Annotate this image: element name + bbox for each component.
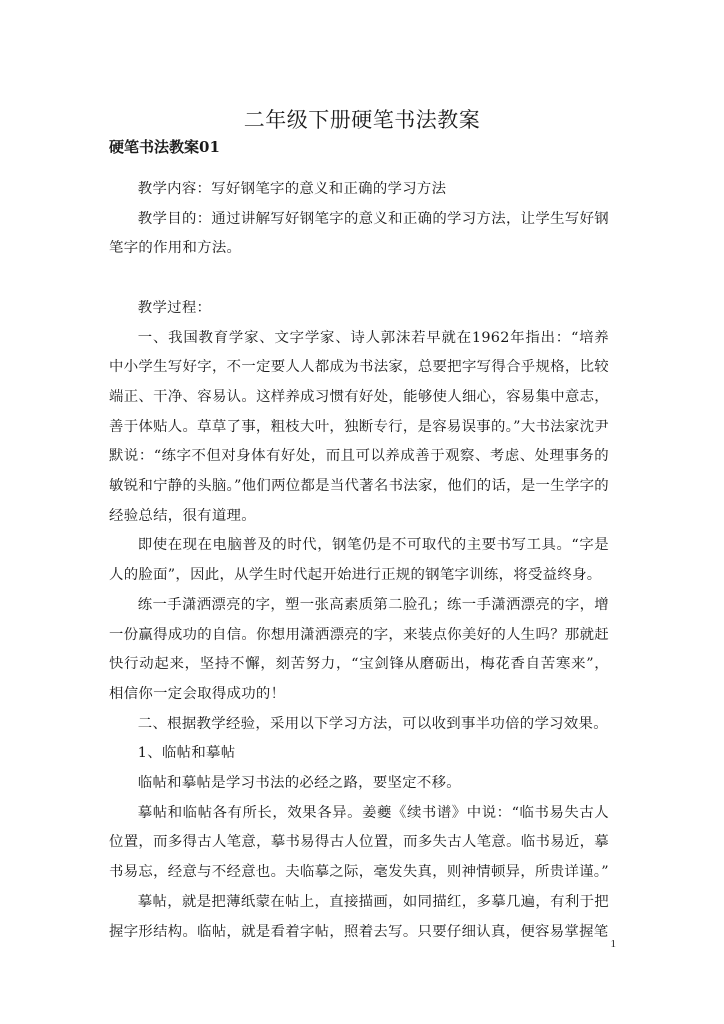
paragraph-method-heading: 1、临帖和摹帖 <box>137 745 236 762</box>
paragraph-process-heading: 教学过程： <box>137 299 212 316</box>
lesson-heading: 硬笔书法教案01 <box>109 138 220 156</box>
blank-line <box>109 264 609 294</box>
paragraph-computer-era: 即使在现在电脑普及的时代，钢笔仍是不可取代的主要书写工具。“字是人的脸面”，因此，从学生时代起开始进行正规的钢笔字训练，将受益终身。 <box>109 537 609 584</box>
paragraph-section-two: 二、根据教学经验，采用以下学习方法，可以收到事半功倍的学习效果。 <box>137 715 608 732</box>
paragraph-practice-encouragement: 练一手潇洒漂亮的字，塑一张高素质第二脸孔；练一手潇洒漂亮的字，增一份赢得成功的自信。你想用潇洒漂亮的字，来装点你美好的人生吗？那就赶快行动起来，坚持不懈，刻苦努力，“宝剑锋从磨砺出，梅花香自苦寒来”，相信你一定会取得成功的！ <box>109 596 609 702</box>
document-title: 二年级下册硬笔书法教案 <box>243 108 481 132</box>
document-body <box>109 175 609 947</box>
paragraph-teaching-goal: 教学目的：通过讲解写好钢笔字的意义和正确的学习方法，让学生写好钢笔字的作用和方法。 <box>109 210 609 257</box>
paragraph-tracing-explanation: 摹帖，就是把薄纸蒙在帖上，直接描画，如同描红，多摹几遍，有利于把握字形结构。临帖，就是看着字帖，照着去写。只要仔细认真，便容易掌握笔 <box>109 893 609 940</box>
page-number: 1 <box>610 938 616 950</box>
paragraph-teaching-content: 教学内容：写好钢笔字的意义和正确的学习方法 <box>137 181 447 197</box>
paragraph-section-one: 一、我国教育学家、文字学家、诗人郭沫若早就在1962年指出：“培养中小学生写好字，不一定要人人都成为书法家，总要把字写得合乎规格，比较端正、干净、容易认。这样养成习惯有好处，能够使人细心，容易集中意志，善于体贴人。草草了事，粗枝大叶，独断专行，是容易误事的。”大书法家沈尹默说：“练字不但对身体有好处，而且可以养成善于观察、考虑、处理事务的敏锐和宁静的头脑。”他们两位都是当代著名书法家，他们的话，是一生学字的经验总结，很有道理。 <box>109 329 609 524</box>
paragraph-method-intro: 临帖和摹帖是学习书法的必经之路，要坚定不移。 <box>137 775 461 792</box>
paragraph-jiang-kui-quote: 摹帖和临帖各有所长，效果各异。姜夔《续书谱》中说：“临书易失古人位置，而多得古人笔意，摹书易得古人位置，而多失古人笔意。临书易近，摹书易忘，经意与不经意也。夫临摹之际，毫发失真，则神情顿异，所贵详谨。” <box>109 804 609 881</box>
